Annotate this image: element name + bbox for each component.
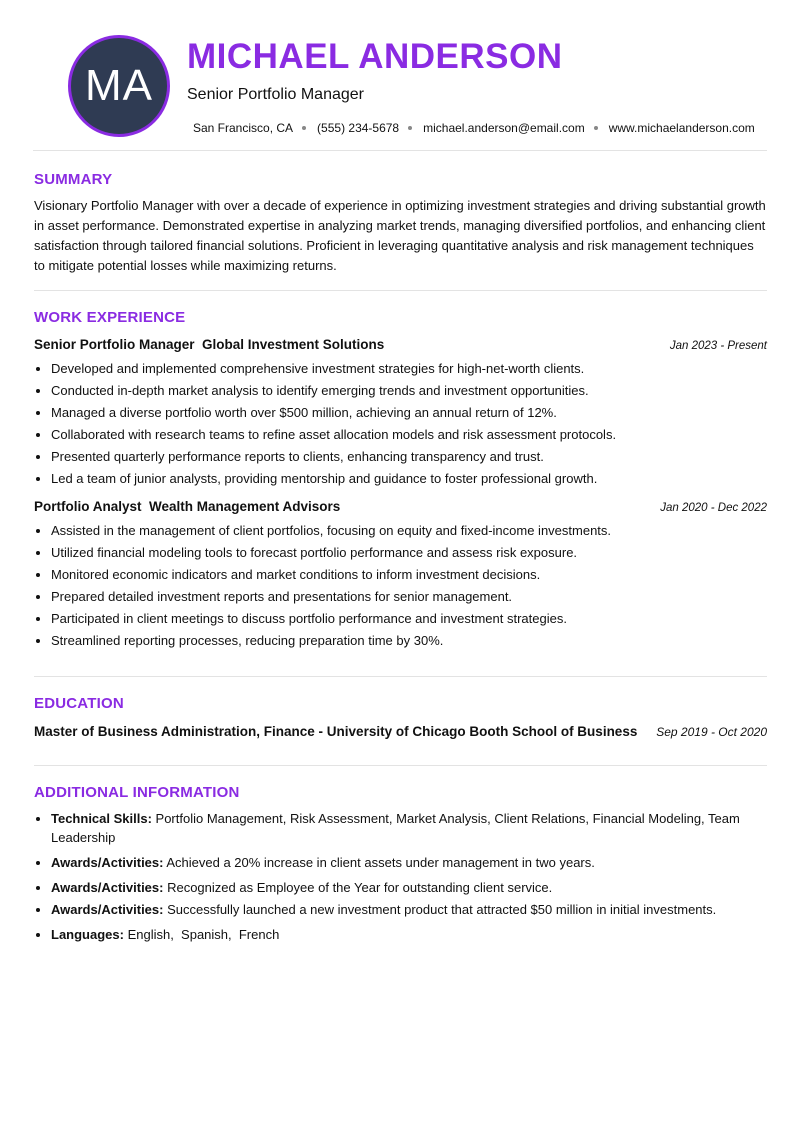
list-item: [51, 878, 767, 897]
item-text: Recognized as Employee of the Year for outstanding client service.: [163, 880, 553, 895]
list-item: • Assisted in the management of client portfolios, focusing on equity and fixed-income investments.: [51, 520, 767, 542]
contact-location: San Francisco, CA: [193, 121, 294, 135]
job-bullets: [34, 358, 767, 490]
separator-dot-icon: [302, 126, 306, 130]
job-date: Jan 2020 - Dec 2022: [660, 502, 767, 514]
item-label: Awards/Activities:: [51, 902, 164, 917]
additional-list: [34, 809, 767, 944]
education-heading: EDUCATION: [34, 695, 124, 712]
header-text: [187, 36, 734, 104]
job-heading: Senior Portfolio Manager Global Investment Solutions: [34, 337, 385, 352]
list-item: • Monitored economic indicators and market conditions to inform investment decisions.: [51, 564, 767, 586]
education-date: Sep 2019 - Oct 2020: [656, 725, 767, 739]
summary-section: [34, 150, 767, 276]
candidate-title: Senior Portfolio Manager: [187, 86, 364, 103]
list-item: • Conducted in-depth market analysis to identify emerging trends and investment opportunities.: [51, 380, 767, 402]
job-date: Jan 2023 - Present: [669, 340, 767, 352]
list-item: [51, 853, 767, 872]
list-item: • Collaborated with research teams to refine asset allocation models and risk assessment protocols.: [51, 424, 767, 446]
resume-content: [34, 150, 767, 950]
job-entry: [34, 337, 767, 490]
contact-phone: (555) 234-5678: [317, 121, 400, 135]
list-item: • Streamlined reporting processes, reducing preparation time by 30%.: [51, 630, 767, 652]
job-bullets: [34, 520, 767, 652]
education-section: [34, 677, 767, 739]
item-label: Languages:: [51, 927, 124, 942]
candidate-name: MICHAEL ANDERSON: [187, 37, 563, 76]
list-item: [51, 900, 767, 919]
summary-text: Visionary Portfolio Manager with over a decade of experience in optimizing investment strategies and driving substantial growth in asset performance. Demonstrated expertise in analyzing market trends, managing diversified portfolios, and enhancing client satisfaction through tailored financial solutions. Proficient in leveraging quantitative analysis and risk management techniques to mitigate potential losses while maximizing returns.: [34, 198, 766, 273]
job-entry: [34, 499, 767, 652]
contact-website[interactable]: www.michaelanderson.com: [608, 121, 755, 135]
experience-section: [34, 291, 767, 652]
list-item: • Presented quarterly performance reports to clients, enhancing transparency and trust.: [51, 446, 767, 468]
job-heading: Portfolio Analyst Wealth Management Advisors: [34, 499, 341, 514]
resume-header: [33, 0, 767, 150]
avatar-initials: MA: [85, 61, 153, 110]
separator-dot-icon: [408, 126, 412, 130]
separator-dot-icon: [594, 126, 598, 130]
avatar: [68, 35, 170, 137]
list-item: • Managed a diverse portfolio worth over $500 million, achieving an annual return of 12%.: [51, 402, 767, 424]
list-item: [51, 809, 767, 847]
education-degree: Master of Business Administration, Finance - University of Chicago Booth School of Business: [34, 724, 638, 739]
additional-heading: ADDITIONAL INFORMATION: [34, 784, 240, 801]
additional-section: [34, 766, 767, 944]
item-label: Awards/Activities:: [51, 855, 164, 870]
experience-heading: WORK EXPERIENCE: [34, 309, 186, 326]
list-item: • Prepared detailed investment reports and presentations for senior management.: [51, 586, 767, 608]
list-item: • Utilized financial modeling tools to forecast portfolio performance and assess risk exposure.: [51, 542, 767, 564]
list-item: [51, 925, 767, 944]
contact-line: [193, 121, 755, 135]
list-item: • Led a team of junior analysts, providing mentorship and guidance to foster professional growth.: [51, 468, 767, 490]
list-item: • Developed and implemented comprehensive investment strategies for high-net-worth clients.: [51, 358, 767, 380]
item-label: Awards/Activities:: [51, 880, 164, 895]
item-label: Technical Skills:: [51, 811, 152, 826]
contact-email[interactable]: michael.anderson@email.com: [423, 121, 585, 135]
item-text: Successfully launched a new investment product that attracted $50 million in initial investments.: [163, 902, 717, 917]
item-text: English, Spanish, French: [123, 927, 280, 942]
list-item: • Participated in client meetings to discuss portfolio performance and investment strategies.: [51, 608, 767, 630]
summary-heading: SUMMARY: [34, 171, 113, 188]
item-text: Achieved a 20% increase in client assets under management in two years.: [163, 855, 595, 870]
item-text: Portfolio Management, Risk Assessment, Market Analysis, Client Relations, Financial Modeling, Team Leadership: [51, 811, 740, 845]
